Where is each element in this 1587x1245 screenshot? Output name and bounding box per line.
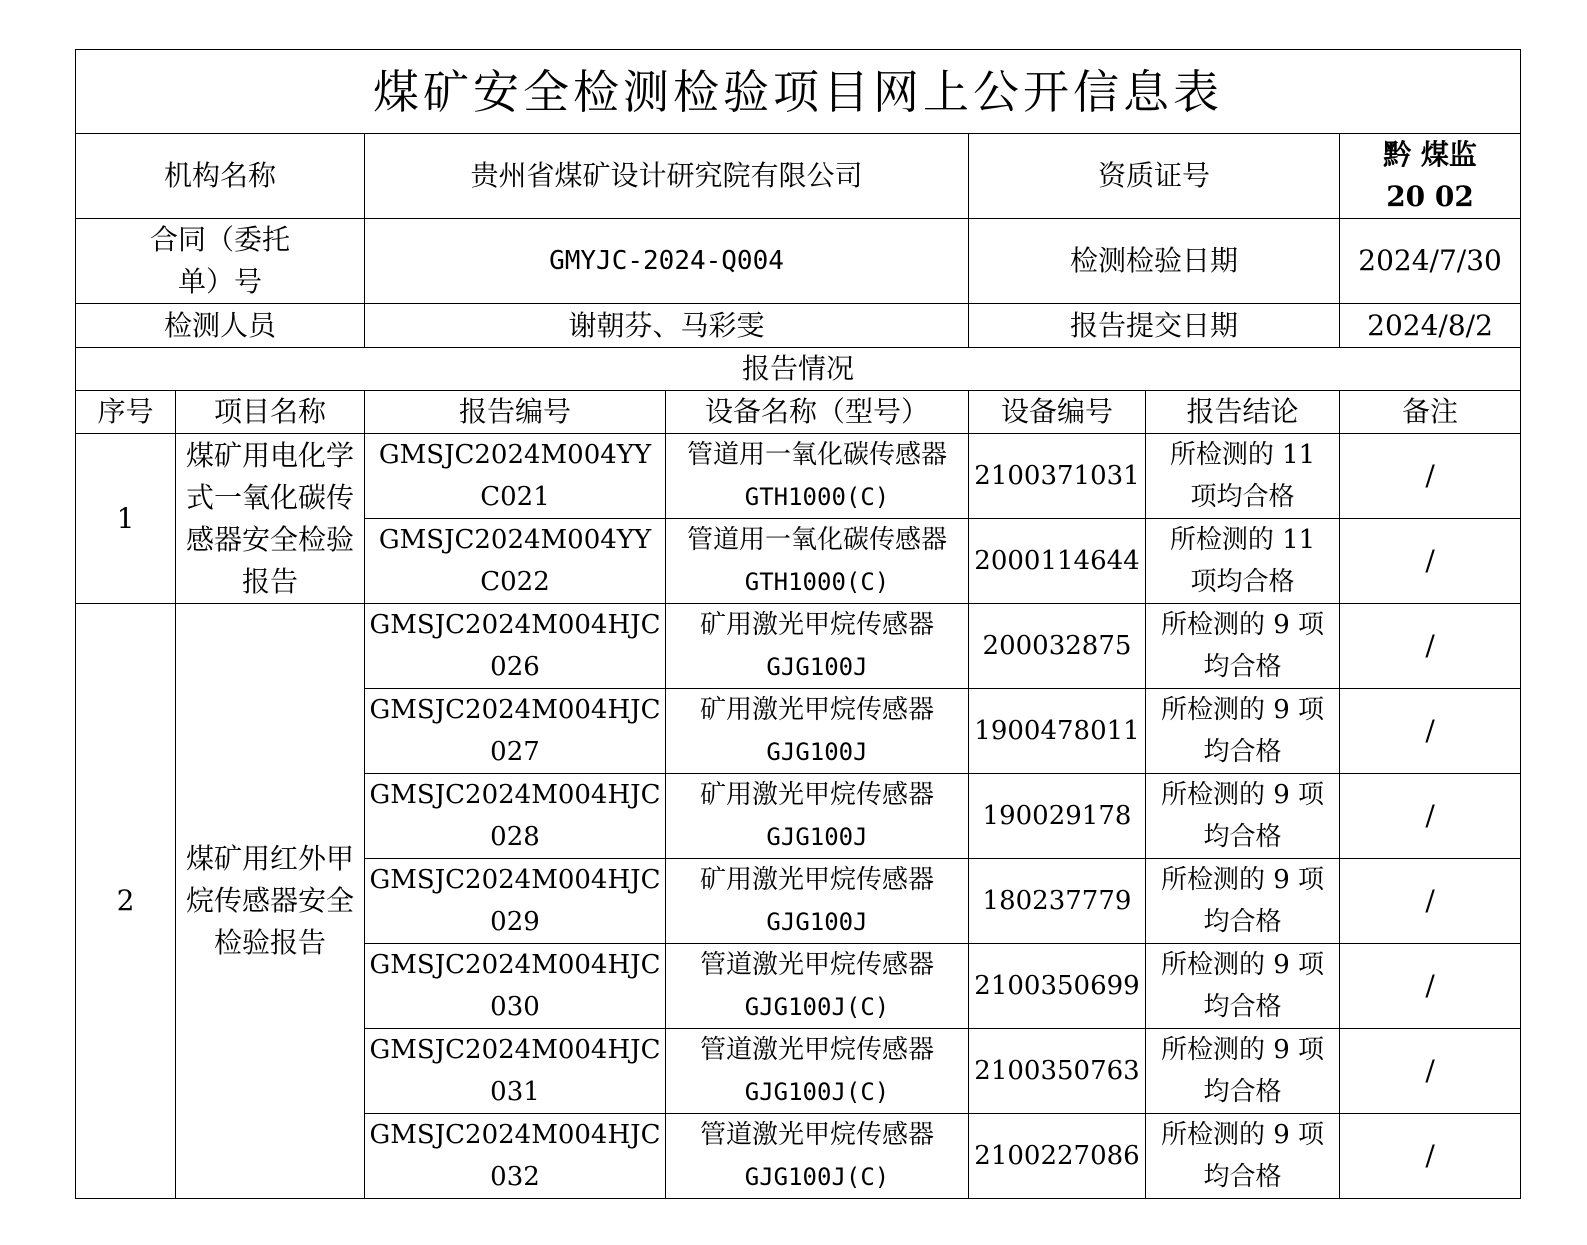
contract-label — [76, 219, 365, 304]
cert-label: 资质证号 — [969, 134, 1340, 219]
seq-cell: 1 — [76, 434, 176, 604]
inspection-info-table — [75, 49, 1521, 1199]
conclusion-line2: 项均合格 — [1190, 567, 1295, 597]
report-no-line1: GMSJC2024M004YY — [378, 440, 652, 470]
device-model: GJG100J — [766, 823, 868, 851]
project-name-cell: 煤矿用电化学式一氧化碳传感器安全检验报告 — [176, 434, 365, 604]
device-name-cell — [666, 944, 969, 1029]
report-no-line2: 029 — [490, 907, 540, 937]
report-no-line1: GMSJC2024M004HJC — [369, 1120, 661, 1150]
report-no-line2: C022 — [480, 567, 550, 597]
device-name-cell — [666, 859, 969, 944]
remark-cell: / — [1340, 859, 1521, 944]
conclusion-line1: 所检测的 9 项 — [1160, 1120, 1325, 1150]
device-model: GJG100J — [766, 653, 868, 681]
org-label: 机构名称 — [76, 134, 365, 219]
device-name: 管道激光甲烷传感器 — [699, 1120, 934, 1150]
device-name: 管道激光甲烷传感器 — [699, 950, 934, 980]
column-header-row — [76, 391, 1521, 434]
report-no-line2: 028 — [490, 822, 540, 852]
device-no-cell: 190029178 — [969, 774, 1146, 859]
conclusion-line2: 均合格 — [1203, 907, 1282, 937]
device-name-cell — [666, 774, 969, 859]
conclusion-line1: 所检测的 9 项 — [1160, 780, 1325, 810]
device-model: GTH1000(C) — [744, 483, 890, 511]
remark-cell: / — [1340, 774, 1521, 859]
device-no-cell: 1900478011 — [969, 689, 1146, 774]
report-no-line1: GMSJC2024M004HJC — [369, 950, 661, 980]
conclusion-line1: 所检测的 9 项 — [1160, 1035, 1325, 1065]
remark-cell: / — [1340, 689, 1521, 774]
inspect-date-value: 2024/7/30 — [1340, 219, 1521, 304]
col-header-device-name: 设备名称（型号） — [666, 391, 969, 434]
conclusion-line1: 所检测的 9 项 — [1160, 865, 1325, 895]
device-name: 矿用激光甲烷传感器 — [699, 780, 934, 810]
report-no-line1: GMSJC2024M004HJC — [369, 1035, 661, 1065]
conclusion-line2: 均合格 — [1203, 1077, 1282, 1107]
device-no-cell: 2100227086 — [969, 1114, 1146, 1199]
report-no-cell — [365, 689, 666, 774]
conclusion-cell — [1146, 859, 1340, 944]
device-no-cell: 180237779 — [969, 859, 1146, 944]
conclusion-line1: 所检测的 11 — [1169, 525, 1316, 555]
report-no-cell — [365, 519, 666, 604]
cert-value — [1340, 134, 1521, 219]
device-name-cell — [666, 604, 969, 689]
submit-date-value: 2024/8/2 — [1340, 304, 1521, 348]
report-no-line1: GMSJC2024M004HJC — [369, 780, 661, 810]
device-name-cell — [666, 519, 969, 604]
conclusion-cell — [1146, 604, 1340, 689]
conclusion-line2: 均合格 — [1203, 652, 1282, 682]
remark-cell: / — [1340, 1029, 1521, 1114]
device-name-cell — [666, 434, 969, 519]
conclusion-line1: 所检测的 11 — [1169, 440, 1316, 470]
conclusion-cell — [1146, 774, 1340, 859]
device-no-cell: 2100350699 — [969, 944, 1146, 1029]
remark-cell: / — [1340, 519, 1521, 604]
report-no-line2: 032 — [490, 1162, 540, 1192]
device-no-cell: 2000114644 — [969, 519, 1146, 604]
staff-value: 谢朝芬、马彩雯 — [365, 304, 969, 348]
submit-date-label: 报告提交日期 — [969, 304, 1340, 348]
report-no-cell — [365, 604, 666, 689]
device-model: GJG100J(C) — [744, 1078, 890, 1106]
conclusion-cell — [1146, 1029, 1340, 1114]
inspect-date-label: 检测检验日期 — [969, 219, 1340, 304]
conclusion-line2: 项均合格 — [1190, 482, 1295, 512]
report-no-line1: GMSJC2024M004HJC — [369, 865, 661, 895]
conclusion-line2: 均合格 — [1203, 822, 1282, 852]
seq-cell: 2 — [76, 604, 176, 1199]
device-model: GTH1000(C) — [744, 568, 890, 596]
col-header-seq: 序号 — [76, 391, 176, 434]
device-name: 矿用激光甲烷传感器 — [699, 610, 934, 640]
conclusion-cell — [1146, 689, 1340, 774]
conclusion-line2: 均合格 — [1203, 1162, 1282, 1192]
conclusion-line2: 均合格 — [1203, 737, 1282, 767]
table-row — [76, 434, 1521, 519]
device-name-cell — [666, 1114, 969, 1199]
report-no-cell — [365, 774, 666, 859]
device-model: GJG100J(C) — [744, 1163, 890, 1191]
conclusion-line1: 所检测的 9 项 — [1160, 695, 1325, 725]
col-header-device-no: 设备编号 — [969, 391, 1146, 434]
conclusion-cell — [1146, 1114, 1340, 1199]
device-name: 管道用一氧化碳传感器 — [686, 440, 947, 470]
device-name-cell — [666, 689, 969, 774]
device-name: 管道激光甲烷传感器 — [699, 1035, 934, 1065]
contract-label-line2: 单）号 — [177, 265, 262, 298]
report-no-line1: GMSJC2024M004HJC — [369, 695, 661, 725]
conclusion-line2: 均合格 — [1203, 992, 1282, 1022]
remark-cell: / — [1340, 604, 1521, 689]
device-no-cell: 2100371031 — [969, 434, 1146, 519]
col-header-conclusion: 报告结论 — [1146, 391, 1340, 434]
staff-label: 检测人员 — [76, 304, 365, 348]
col-header-remark: 备注 — [1340, 391, 1521, 434]
cert-value-line2: 20 02 — [1386, 180, 1474, 213]
cert-value-line1: 黔 煤监 — [1383, 138, 1477, 171]
device-model: GJG100J — [766, 738, 868, 766]
contract-label-line1: 合同（委托 — [149, 223, 290, 256]
report-no-line2: 027 — [490, 737, 540, 767]
conclusion-line1: 所检测的 9 项 — [1160, 950, 1325, 980]
conclusion-cell — [1146, 519, 1340, 604]
remark-cell: / — [1340, 434, 1521, 519]
conclusion-cell — [1146, 434, 1340, 519]
device-name-cell — [666, 1029, 969, 1114]
device-no-cell: 200032875 — [969, 604, 1146, 689]
report-no-cell — [365, 1114, 666, 1199]
report-no-cell — [365, 944, 666, 1029]
report-section-label: 报告情况 — [76, 348, 1521, 391]
report-no-line2: C021 — [480, 482, 550, 512]
report-no-line2: 031 — [490, 1077, 540, 1107]
device-no-cell: 2100350763 — [969, 1029, 1146, 1114]
report-no-cell — [365, 1029, 666, 1114]
report-no-cell — [365, 434, 666, 519]
col-header-project: 项目名称 — [176, 391, 365, 434]
col-header-report-no: 报告编号 — [365, 391, 666, 434]
device-model: GJG100J(C) — [744, 993, 890, 1021]
report-no-cell — [365, 859, 666, 944]
report-no-line1: GMSJC2024M004HJC — [369, 610, 661, 640]
device-name: 管道用一氧化碳传感器 — [686, 525, 947, 555]
conclusion-line1: 所检测的 9 项 — [1160, 610, 1325, 640]
device-name: 矿用激光甲烷传感器 — [699, 695, 934, 725]
org-value: 贵州省煤矿设计研究院有限公司 — [365, 134, 969, 219]
device-name: 矿用激光甲烷传感器 — [699, 865, 934, 895]
remark-cell: / — [1340, 944, 1521, 1029]
report-no-line2: 030 — [490, 992, 540, 1022]
contract-value: GMYJC-2024-Q004 — [365, 219, 969, 304]
report-no-line2: 026 — [490, 652, 540, 682]
page-title: 煤矿安全检测检验项目网上公开信息表 — [76, 50, 1521, 134]
conclusion-cell — [1146, 944, 1340, 1029]
report-no-line1: GMSJC2024M004YY — [378, 525, 652, 555]
device-model: GJG100J — [766, 908, 868, 936]
table-row — [76, 604, 1521, 689]
remark-cell: / — [1340, 1114, 1521, 1199]
project-name-cell: 煤矿用红外甲烷传感器安全检验报告 — [176, 604, 365, 1199]
